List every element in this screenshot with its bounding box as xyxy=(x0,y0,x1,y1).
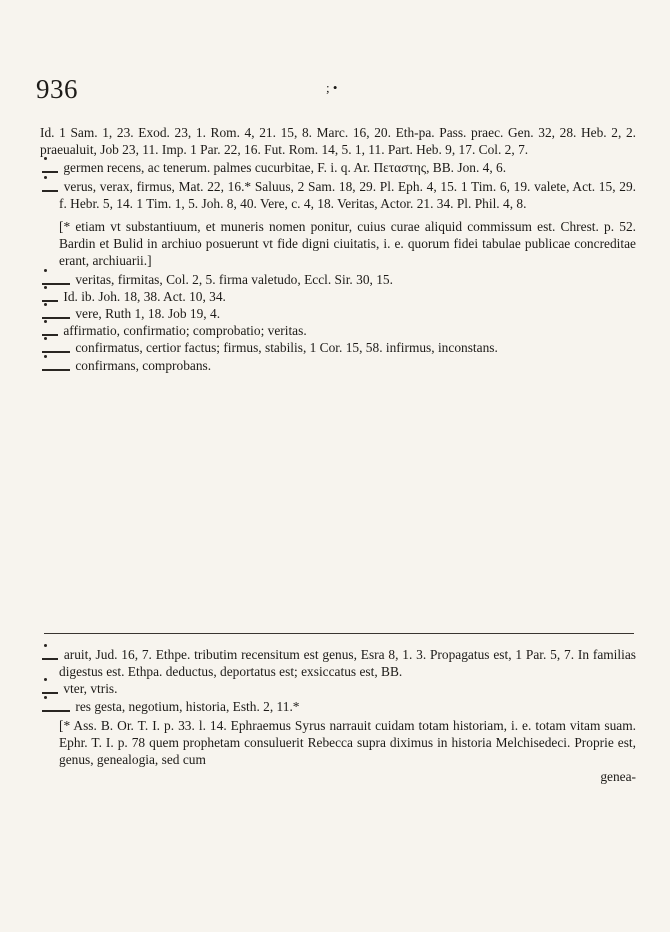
entry-text: Id. ib. Joh. 18, 38. Act. 10, 34. xyxy=(63,288,226,304)
syriac-headword-icon xyxy=(42,290,58,302)
entry-aruit xyxy=(40,646,636,680)
entry-vere xyxy=(40,305,636,322)
entry-text: affirmatio, confirmatio; comprobatio; veritas. xyxy=(63,323,307,339)
entry-text: aruit, Jud. 16, 7. Ethpe. tributim recensitum est genus, Esra 8, 1. 3. Propagatus est, 1 Par. 5, 7. In familias digestus est. Ethpa. deductus, deportatus est; exsiccatus est, BB. xyxy=(59,647,636,680)
entry-res-gesta xyxy=(40,698,636,715)
syriac-headword-icon xyxy=(42,324,58,336)
page-number: 936 xyxy=(36,74,78,104)
entry-note-substantiuum: [* etiam vt substantiuum, et muneris nomen ponitur, cuius curae aliquid commissum est. Chrest. p. 52. Bardin et Bulid in archiuo posuerunt vt fide digni ciuitatis, i. e. quorum fidei tabulae publicae concreditae erant, archiuarii.] xyxy=(59,219,636,269)
entry-text: germen recens, ac tenerum. palmes cucurbitae, F. i. q. Ar. Πεταστης, BB. Jon. 4, 6. xyxy=(63,160,507,176)
entry-vter xyxy=(40,680,636,697)
entry-text: vter, vtris. xyxy=(63,681,118,697)
catchword: genea- xyxy=(600,769,636,785)
entry-verus xyxy=(40,178,636,212)
entry-id-ib xyxy=(40,288,636,305)
syriac-headword-icon xyxy=(42,307,70,319)
entry-germen xyxy=(40,159,636,176)
entry-affirmatio xyxy=(40,322,636,339)
entry-text: confirmans, comprobans. xyxy=(75,357,212,373)
entry-usage-refs: Id. 1 Sam. 1, 23. Exod. 23, 1. Rom. 4, 21. 15, 8. Marc. 16, 20. Eth-pa. Pass. praec. Gen. 32, 28. Heb. 2, 2. praeualuit, Job 23, 11. Imp. 1 Par. 22, 16. Fut. Rom. 14, 5. 1, 11. Part. Heb. 9, 17. Col. 2, 7. xyxy=(40,125,636,158)
entry-text: res gesta, negotium, historia, Esth. 2, 11.* xyxy=(75,698,300,714)
syriac-headword-icon xyxy=(42,359,70,371)
syriac-headword-icon xyxy=(42,180,58,192)
syriac-headword-icon xyxy=(42,161,58,173)
entry-confirmans xyxy=(40,357,636,374)
lexicon-section-upper xyxy=(40,124,636,374)
entry-note-ephraemus: [* Ass. B. Or. T. I. p. 33. l. 14. Ephraemus Syrus narrauit cuidam totam historiam, i. e. totam vitam suam. Ephr. T. I. p. 78 quem prophetam consuluerit Rebecca supra diximus in historia Melchisedeci. Proprie est, genus, genealogia, sed cum xyxy=(59,717,636,768)
section-divider xyxy=(44,633,634,634)
header-ornament: ; • xyxy=(326,80,338,95)
syriac-headword-icon xyxy=(42,273,70,285)
lexicon-section-lower xyxy=(40,646,636,786)
entry-text: verus, verax, firmus, Mat. 22, 16.* Saluus, 2 Sam. 18, 29. Pl. Eph. 4, 15. 1 Tim. 6, 19. valete, Act. 15, 29. f. Hebr. 5, 14. 1 Tim. 1, 5. Joh. 8, 40. Vere, c. 4, 18. Veritas, Actor. 21. 34. Pl. Phil. 4, 8. xyxy=(59,178,636,211)
syriac-headword-icon xyxy=(42,682,58,694)
entry-text: vere, Ruth 1, 18. Job 19, 4. xyxy=(75,306,221,322)
entry-text: veritas, firmitas, Col. 2, 5. firma valetudo, Eccl. Sir. 30, 15. xyxy=(75,271,393,287)
entry-text: confirmatus, certior factus; firmus, stabilis, 1 Cor. 15, 58. infirmus, inconstans. xyxy=(75,340,498,356)
entry-veritas xyxy=(40,271,636,288)
syriac-headword-icon xyxy=(42,341,70,353)
syriac-headword-icon xyxy=(42,648,58,660)
syriac-headword-icon xyxy=(42,700,70,712)
entry-confirmatus xyxy=(40,339,636,356)
